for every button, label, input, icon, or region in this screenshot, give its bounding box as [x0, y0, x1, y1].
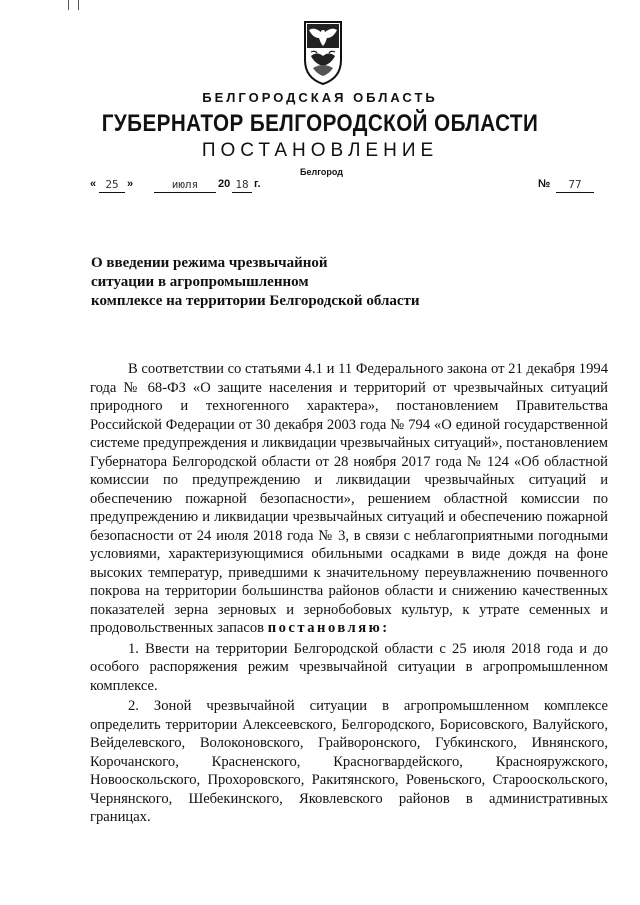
resolution-word: постановляю: [267, 620, 390, 636]
city-name: Белгород [300, 167, 343, 177]
preamble-text: В соответствии со статьями 4.1 и 11 Федерального закона от 21 декабря 1994 года № 68-ФЗ «О защите населения и территорий от чрезвычайных ситуаций природного и техногенного характера», постановлением Правительства Российской Федерации от 30 декабря 2003 года № 794 «О единой государственной системе предупреждения и ликвидации чрезвычайных ситуаций», постановлением Губернатора Белгородской области от 28 ноября 2017 года № 124 «Об областной комиссии по предупреждению и ликвидации чрезвычайных ситуаций и обеспечению пожарной безопасности», решением областной комиссии по предупреждению и ликвидации чрезвычайных ситуаций и обеспечению пожарной безопасности от 24 июля 2018 года № 3, в связи с неблагоприятными погодными условиями, характеризующимися обильными осадками в виде дождя на фоне высоких температур, приведшими к значительному переувлажнению почвенного покрова на территории большинства районов области и снижению качественных показателей зерна зерновых и зернобобовых культур, к утрате семенных и продовольственных запасов [90, 361, 608, 636]
paragraph-preamble [90, 360, 608, 638]
date-year-unit: г. [254, 178, 261, 190]
date-day: 25 [99, 178, 125, 193]
dateline [90, 178, 600, 196]
governor-heading: ГУБЕРНАТОР БЕЛГОРОДСКОЙ ОБЛАСТИ [101, 110, 539, 137]
date-year-prefix: 20 [218, 178, 231, 190]
scan-artifact [78, 0, 79, 10]
paragraph-item-1: 1. Ввести на территории Белгородской области с 25 июля 2018 года и до особого распоряжения режим чрезвычайной ситуации в агропромышленном комплексе. [90, 640, 608, 694]
title-line: ситуации в агропромышленном [91, 274, 309, 290]
quote-open: « [90, 178, 97, 190]
document-body [90, 360, 608, 829]
title-line: О введении режима чрезвычайной [91, 255, 328, 271]
paragraph-item-2: 2. Зоной чрезвычайной ситуации в агропромышленном комплексе определить территории Алексеевского, Белгородского, Борисовского, Валуйского, Вейделевского, Волоконовского, Грайворонского, Губкинского, Ивнянского, Корочанского, Красненского, Красногвардейского, Краснояружского, Новооскольского, Прохоровского, Ракитянского, Ровеньского, Старооскольского, Чернянского, Шебекинского, Яковлевского районов в административных границах. [90, 698, 608, 825]
scan-artifact [68, 0, 69, 10]
date-year-suffix: 18 [232, 178, 252, 193]
quote-close: » [127, 178, 134, 190]
coat-of-arms-icon [303, 20, 343, 86]
document-number: 77 [556, 178, 594, 193]
document-type: ПОСТАНОВЛЕНИЕ [201, 140, 439, 161]
title-line: комплексе на территории Белгородской области [91, 293, 420, 309]
date-month: июля [154, 178, 216, 193]
number-label: № [538, 178, 551, 190]
document-title [91, 254, 451, 311]
region-name: БЕЛГОРОДСКАЯ ОБЛАСТЬ [202, 90, 438, 105]
